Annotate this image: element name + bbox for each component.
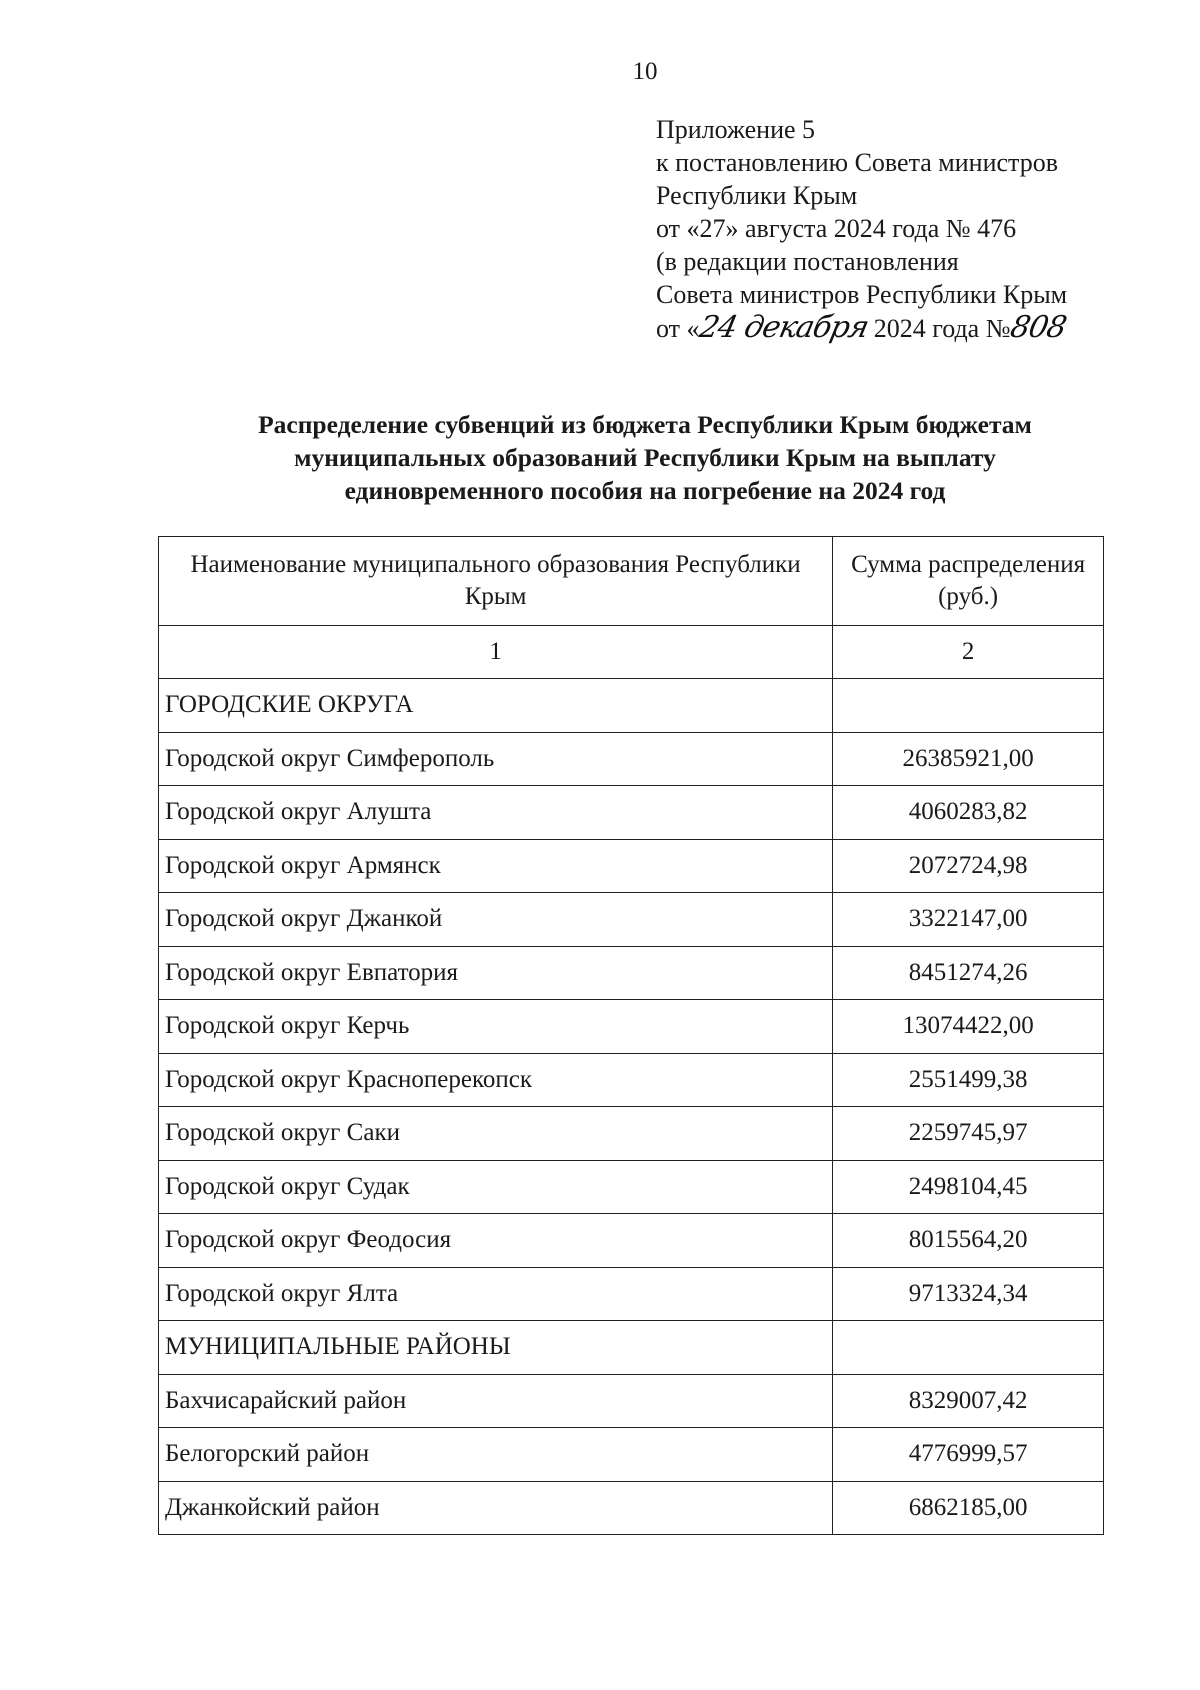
municipality-name: Джанкойский район bbox=[159, 1481, 833, 1535]
table-row bbox=[159, 1428, 1104, 1482]
appendix-line: Республики Крым bbox=[656, 181, 858, 210]
distribution-amount: 8015564,20 bbox=[833, 1214, 1104, 1268]
column-number-row bbox=[159, 626, 1104, 679]
table-row bbox=[159, 1107, 1104, 1161]
table-row bbox=[159, 1374, 1104, 1428]
municipality-name: Городской округ Красноперекопск bbox=[159, 1053, 833, 1107]
appendix-line-amended-date bbox=[656, 311, 1176, 345]
distribution-amount: 2072724,98 bbox=[833, 839, 1104, 893]
date-middle: 2024 года № bbox=[867, 314, 1011, 343]
distribution-amount: 8329007,42 bbox=[833, 1374, 1104, 1428]
table-row bbox=[159, 679, 1104, 733]
distribution-amount: 2259745,97 bbox=[833, 1107, 1104, 1161]
table-row bbox=[159, 1481, 1104, 1535]
table-row bbox=[159, 1053, 1104, 1107]
table-row bbox=[159, 1214, 1104, 1268]
page-number: 10 bbox=[632, 58, 658, 85]
distribution-amount: 3322147,00 bbox=[833, 893, 1104, 947]
municipality-name: Городской округ Судак bbox=[159, 1160, 833, 1214]
handwritten-number: 808 bbox=[1006, 310, 1069, 345]
municipality-name: Городской округ Симферополь bbox=[159, 732, 833, 786]
municipality-name: МУНИЦИПАЛЬНЫЕ РАЙОНЫ bbox=[159, 1321, 833, 1375]
table-row bbox=[159, 893, 1104, 947]
table-body bbox=[159, 626, 1104, 1535]
table-row bbox=[159, 1267, 1104, 1321]
appendix-line: Приложение 5 bbox=[656, 115, 816, 144]
municipality-name: Бахчисарайский район bbox=[159, 1374, 833, 1428]
distribution-amount: 8451274,26 bbox=[833, 946, 1104, 1000]
municipality-name: Городской округ Ялта bbox=[159, 1267, 833, 1321]
header-sum: Сумма распределения (руб.) bbox=[833, 537, 1104, 626]
appendix-line: к постановлению Совета министров bbox=[656, 148, 1058, 177]
appendix-block bbox=[656, 113, 1176, 345]
appendix-line: от «27» августа 2024 года № 476 bbox=[656, 214, 1017, 243]
municipality-name: ГОРОДСКИЕ ОКРУГА bbox=[159, 679, 833, 733]
distribution-amount: 9713324,34 bbox=[833, 1267, 1104, 1321]
distribution-amount: 6862185,00 bbox=[833, 1481, 1104, 1535]
distribution-table bbox=[158, 536, 1104, 1535]
distribution-amount: 26385921,00 bbox=[833, 732, 1104, 786]
appendix-line: (в редакции постановления bbox=[656, 247, 959, 276]
municipality-name: Городской округ Евпатория bbox=[159, 946, 833, 1000]
column-number: 2 bbox=[833, 626, 1104, 679]
handwritten-date: 24 декабря bbox=[695, 310, 871, 345]
date-prefix: от « bbox=[656, 314, 700, 343]
municipality-name: Белогорский район bbox=[159, 1428, 833, 1482]
title-line: единовременного пособия на погребение на 2024 год bbox=[344, 476, 946, 505]
title-line: муниципальных образований Республики Крым на выплату bbox=[294, 443, 996, 472]
title-line: Распределение субвенций из бюджета Республики Крым бюджетам bbox=[258, 410, 1032, 439]
distribution-amount: 4776999,57 bbox=[833, 1428, 1104, 1482]
municipality-name: Городской округ Алушта bbox=[159, 786, 833, 840]
table-row bbox=[159, 786, 1104, 840]
table-row bbox=[159, 1160, 1104, 1214]
distribution-amount: 13074422,00 bbox=[833, 1000, 1104, 1054]
municipality-name: Городской округ Джанкой bbox=[159, 893, 833, 947]
header-name: Наименование муниципального образования Республики Крым bbox=[159, 537, 833, 626]
table-row bbox=[159, 1321, 1104, 1375]
table-header-row bbox=[159, 537, 1104, 626]
table-row bbox=[159, 946, 1104, 1000]
table-row bbox=[159, 839, 1104, 893]
distribution-amount: 2498104,45 bbox=[833, 1160, 1104, 1214]
municipality-name: Городской округ Керчь bbox=[159, 1000, 833, 1054]
distribution-amount bbox=[833, 679, 1104, 733]
document-title bbox=[0, 408, 1200, 507]
table-row bbox=[159, 732, 1104, 786]
table-row bbox=[159, 1000, 1104, 1054]
municipality-name: Городской округ Армянск bbox=[159, 839, 833, 893]
appendix-line: Совета министров Республики Крым bbox=[656, 280, 1068, 309]
municipality-name: Городской округ Саки bbox=[159, 1107, 833, 1161]
distribution-amount: 4060283,82 bbox=[833, 786, 1104, 840]
distribution-amount: 2551499,38 bbox=[833, 1053, 1104, 1107]
municipality-name: Городской округ Феодосия bbox=[159, 1214, 833, 1268]
distribution-amount bbox=[833, 1321, 1104, 1375]
column-number: 1 bbox=[159, 626, 833, 679]
